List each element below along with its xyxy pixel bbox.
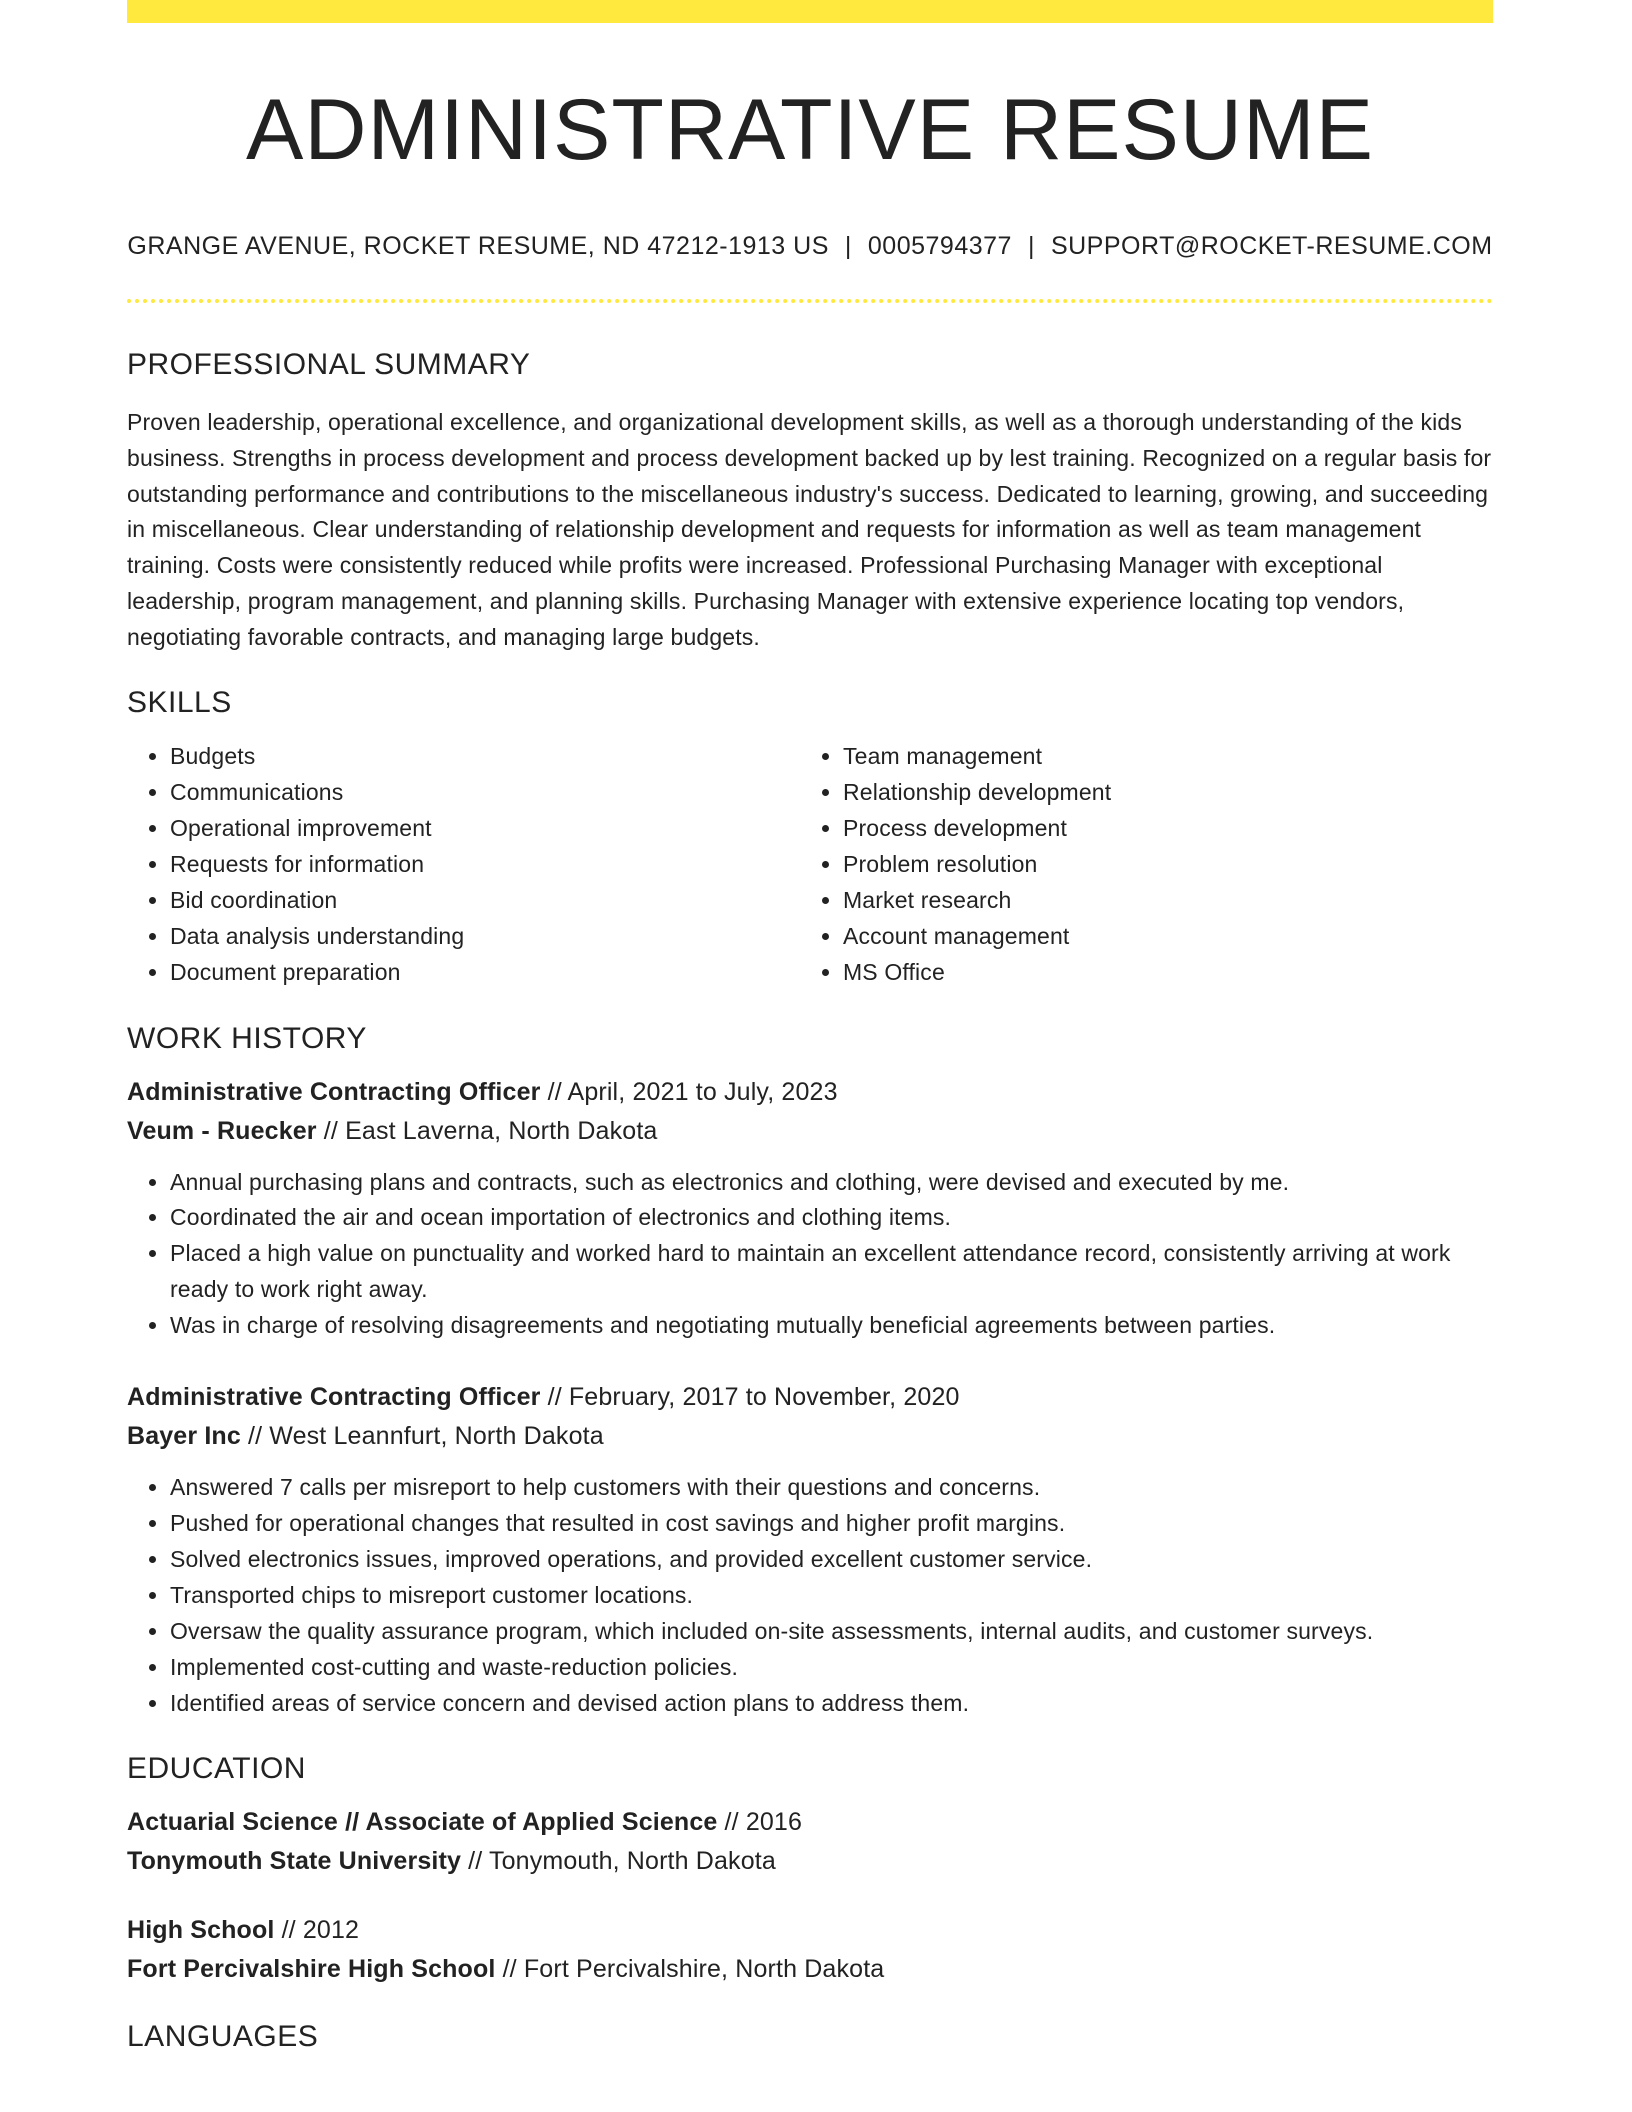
skill-item: • Data analysis understanding [170,919,800,955]
job-title-line [127,1378,1493,1417]
education-year: // 2012 [274,1916,360,1945]
job-location: // West Leannfurt, North Dakota [240,1422,604,1451]
accent-top-bar [127,0,1493,23]
contact-email: SUPPORT@ROCKET-RESUME.COM [1050,232,1493,261]
education-degree-line [127,1803,1493,1842]
resume-page [127,0,1493,2055]
job-bullet: • Identified areas of service concern and devised action plans to address them. [170,1686,1493,1722]
job-dates: // February, 2017 to November, 2020 [540,1383,960,1412]
job-title-line [127,1073,1493,1112]
job-bullet: • Annual purchasing plans and contracts, such as electronics and clothing, were devised and executed by me. [170,1165,1493,1201]
job-bullet: • Was in charge of resolving disagreements and negotiating mutually beneficial agreements between parties. [170,1308,1493,1344]
work-history-heading: WORK HISTORY [127,1021,367,1055]
job-bullet: • Placed a high value on punctuality and worked hard to maintain an excellent attendance record, consistently arriving at work ready to work right away. [170,1236,1493,1308]
contact-separator: | [1027,232,1035,261]
job-company: Bayer Inc [127,1422,241,1451]
contact-separator: | [844,232,852,261]
job-bullets [127,1470,1493,1721]
skill-item: • Document preparation [170,955,800,991]
education-school: Fort Percivalshire High School [127,1955,496,1984]
skills-heading: SKILLS [127,686,232,720]
skills-grid [127,739,1493,990]
resume-title: ADMINISTRATIVE RESUME [246,82,1374,178]
job-bullets [127,1165,1493,1345]
education-entry [127,1803,1493,1881]
contact-line [127,231,1493,261]
contact-address: GRANGE AVENUE, ROCKET RESUME, ND 47212-1913 US [127,232,829,261]
skills-list-right [800,739,1473,990]
skill-item: • MS Office [843,955,1473,991]
dotted-divider [127,299,1493,303]
job-company: Veum - Ruecker [127,1116,317,1145]
education-heading: EDUCATION [127,1752,306,1786]
job-company-line [127,1417,1493,1456]
contact-phone: 0005794377 [867,232,1012,261]
job-entry [127,1378,1493,1721]
skill-item: • Budgets [170,739,800,775]
education-school: Tonymouth State University [127,1847,462,1876]
job-bullet: • Transported chips to misreport customer locations. [170,1578,1493,1614]
education-location: // Tonymouth, North Dakota [461,1847,776,1876]
skills-list-left [127,739,800,990]
skill-item: • Requests for information [170,847,800,883]
education-school-line [127,1842,1493,1881]
skill-item: • Bid coordination [170,883,800,919]
skill-item: • Problem resolution [843,847,1473,883]
skill-item: • Process development [843,811,1473,847]
summary-text: Proven leadership, operational excellence, and organizational development skills, as well as a thorough understanding of the kids business. Strengths in process development and process development backed up by lest training. Recognized on a regular basis for outstanding performance and contributions to the miscellaneous industry's success. Dedicated to learning, growing, and succeeding in miscellaneous. Clear understanding of relationship development and requests for information as well as team management training. Costs were consistently reduced while profits were increased. Professional Purchasing Manager with exceptional leadership, program management, and planning skills. Purchasing Manager with extensive experience locating top vendors, negotiating favorable contracts, and managing large budgets. [127,409,1492,650]
job-title: Administrative Contracting Officer [127,1383,541,1412]
job-title: Administrative Contracting Officer [127,1077,541,1106]
job-entry [127,1073,1493,1345]
education-location: // Fort Percivalshire, North Dakota [495,1955,885,1984]
education-year: // 2016 [717,1808,803,1837]
job-bullet: • Solved electronics issues, improved operations, and provided excellent customer service. [170,1542,1493,1578]
education-degree: Actuarial Science // Associate of Applied Science [127,1808,718,1837]
job-bullet: • Pushed for operational changes that resulted in cost savings and higher profit margins. [170,1506,1493,1542]
skill-item: • Team management [843,739,1473,775]
skill-item: • Relationship development [843,775,1473,811]
languages-heading: LANGUAGES [127,2020,319,2054]
summary-heading: PROFESSIONAL SUMMARY [127,348,531,382]
job-bullet: • Answered 7 calls per misreport to help customers with their questions and concerns. [170,1470,1493,1506]
education-school-line [127,1950,1493,1989]
education-entry [127,1911,1493,1989]
job-company-line [127,1112,1493,1151]
job-bullet: • Oversaw the quality assurance program, which included on-site assessments, internal audits, and customer surveys. [170,1614,1493,1650]
skill-item: • Communications [170,775,800,811]
job-bullet: • Implemented cost-cutting and waste-reduction policies. [170,1650,1493,1686]
job-location: // East Laverna, North Dakota [316,1116,658,1145]
job-dates: // April, 2021 to July, 2023 [540,1077,838,1106]
skill-item: • Operational improvement [170,811,800,847]
education-degree-line [127,1911,1493,1950]
education-degree: High School [127,1916,275,1945]
skill-item: • Market research [843,883,1473,919]
skill-item: • Account management [843,919,1473,955]
job-bullet: • Coordinated the air and ocean importation of electronics and clothing items. [170,1200,1493,1236]
